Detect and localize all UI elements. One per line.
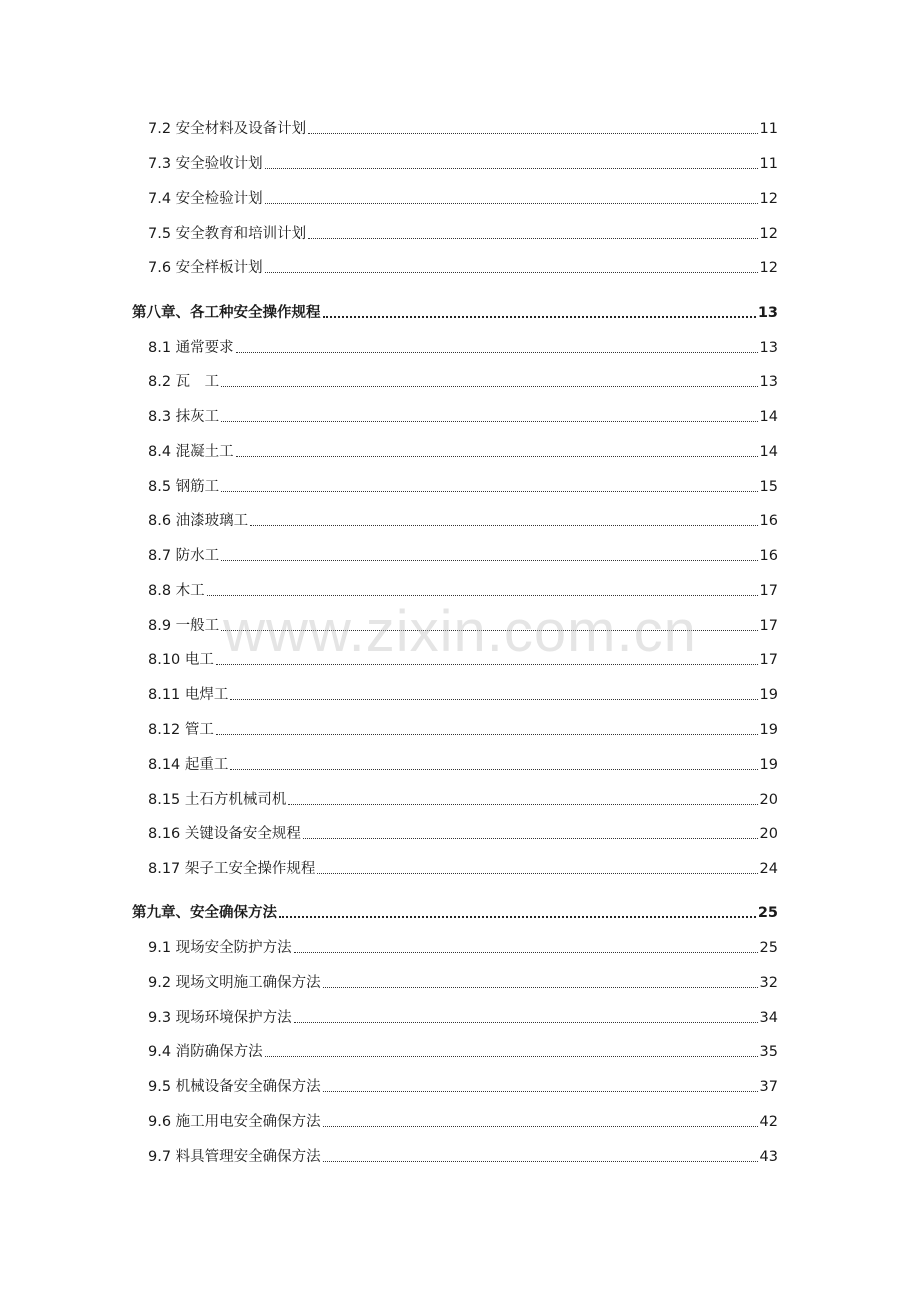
toc-entry[interactable] (148, 118, 778, 140)
toc-entry-label: 9.6 施工用电安全确保方法 (148, 1114, 321, 1130)
toc-entry-label: 9.2 现场文明施工确保方法 (148, 975, 321, 991)
dot-leader (221, 560, 757, 561)
toc-entry-label: 9.7 料具管理安全确保方法 (148, 1149, 321, 1165)
dot-leader (216, 664, 758, 665)
dot-leader (265, 272, 758, 273)
dot-leader (230, 769, 757, 770)
toc-entry[interactable] (148, 153, 778, 175)
toc-page-number: 19 (759, 687, 778, 703)
toc-entry[interactable] (148, 545, 778, 567)
toc-page-number: 19 (759, 722, 778, 738)
dot-leader (207, 595, 758, 596)
toc-page-number: 13 (757, 305, 778, 321)
dot-leader (221, 630, 757, 631)
toc-page-number: 17 (759, 618, 778, 634)
toc-entry[interactable] (148, 257, 778, 279)
toc-entry-label: 9.5 机械设备安全确保方法 (148, 1079, 321, 1095)
toc-page-number: 17 (759, 583, 778, 599)
toc-entry[interactable] (148, 510, 778, 532)
toc-page-number: 20 (759, 792, 778, 808)
watermark: www.zixin.com.cn (223, 599, 697, 664)
toc-entry-label: 8.2 瓦 工 (148, 374, 220, 390)
toc-page-number: 43 (759, 1149, 778, 1165)
toc-entry-label: 7.2 安全材料及设备计划 (148, 121, 307, 137)
toc-page-number: 20 (759, 826, 778, 842)
toc-page-number: 37 (759, 1079, 778, 1095)
toc-page-number: 13 (759, 374, 778, 390)
toc-entry[interactable] (148, 649, 778, 671)
toc-entry[interactable] (148, 441, 778, 463)
toc-page-number: 24 (759, 861, 778, 877)
toc-entry-label: 8.4 混凝土工 (148, 444, 234, 460)
toc-page-number: 15 (759, 479, 778, 495)
dot-leader (308, 133, 757, 134)
toc-chapter-entry[interactable] (132, 902, 778, 924)
toc-entry-label: 8.10 电工 (148, 652, 214, 668)
toc-entry[interactable] (148, 1111, 778, 1133)
dot-leader (279, 916, 756, 918)
toc-entry[interactable] (148, 337, 778, 359)
dot-leader (221, 386, 757, 387)
toc-page-number: 25 (757, 905, 778, 921)
dot-leader (303, 838, 758, 839)
dot-leader (216, 734, 758, 735)
dot-leader (323, 1126, 758, 1127)
toc-page-number: 12 (759, 191, 778, 207)
toc-entry-label: 8.17 架子工安全操作规程 (148, 861, 316, 877)
toc-page-number: 11 (759, 156, 778, 172)
dot-leader (317, 873, 757, 874)
toc-page-number: 12 (759, 226, 778, 242)
toc-entry[interactable] (148, 684, 778, 706)
toc-entry-label: 7.6 安全样板计划 (148, 260, 263, 276)
toc-chapter-label: 第九章、安全确保方法 (132, 905, 277, 921)
toc-entry[interactable] (148, 615, 778, 637)
toc-entry[interactable] (148, 476, 778, 498)
dot-leader (308, 238, 757, 239)
dot-leader (294, 952, 758, 953)
toc-entry[interactable] (148, 1146, 778, 1168)
toc-entry-label: 8.5 钢筋工 (148, 479, 220, 495)
toc-entry[interactable] (148, 858, 778, 880)
toc-entry[interactable] (148, 580, 778, 602)
dot-leader (288, 804, 757, 805)
toc-entry[interactable] (148, 789, 778, 811)
toc-entry-label: 7.4 安全检验计划 (148, 191, 263, 207)
dot-leader (265, 203, 758, 204)
toc-page-number: 35 (759, 1044, 778, 1060)
toc-entry-label: 9.4 消防确保方法 (148, 1044, 263, 1060)
toc-entry-label: 8.8 木工 (148, 583, 205, 599)
toc-page-number: 12 (759, 260, 778, 276)
toc-entry-label: 8.15 土石方机械司机 (148, 792, 287, 808)
toc-page-number: 11 (759, 121, 778, 137)
toc-entry[interactable] (148, 223, 778, 245)
toc-entry[interactable] (148, 1007, 778, 1029)
toc-page-number: 34 (759, 1010, 778, 1026)
toc-entry-label: 8.3 抹灰工 (148, 409, 220, 425)
toc-entry-label: 7.3 安全验收计划 (148, 156, 263, 172)
dot-leader (221, 421, 757, 422)
toc-entry-label: 8.12 管工 (148, 722, 214, 738)
dot-leader (230, 699, 757, 700)
dot-leader (221, 491, 757, 492)
toc-entry-label: 8.7 防水工 (148, 548, 220, 564)
toc-entry[interactable] (148, 188, 778, 210)
toc-entry-label: 8.9 一般工 (148, 618, 220, 634)
toc-entry-label: 7.5 安全教育和培训计划 (148, 226, 307, 242)
dot-leader (323, 1091, 758, 1092)
toc-entry[interactable] (148, 1076, 778, 1098)
dot-leader (236, 456, 758, 457)
toc-entry-label: 8.16 关键设备安全规程 (148, 826, 301, 842)
toc-chapter-label: 第八章、各工种安全操作规程 (132, 305, 321, 321)
toc-page-number: 16 (759, 548, 778, 564)
toc-entry[interactable] (148, 823, 778, 845)
toc-page-number: 17 (759, 652, 778, 668)
toc-entry[interactable] (148, 754, 778, 776)
toc-chapter-entry[interactable] (132, 302, 778, 324)
dot-leader (250, 525, 757, 526)
toc-entry[interactable] (148, 937, 778, 959)
toc-entry-label: 8.11 电焊工 (148, 687, 229, 703)
toc-page-number: 14 (759, 444, 778, 460)
toc-entry[interactable] (148, 1041, 778, 1063)
toc-entry[interactable] (148, 406, 778, 428)
dot-leader (294, 1022, 758, 1023)
toc-entry[interactable] (148, 972, 778, 994)
dot-leader (323, 1161, 758, 1162)
toc-entry-label: 8.1 通常要求 (148, 340, 234, 356)
dot-leader (323, 987, 758, 988)
dot-leader (323, 316, 756, 318)
toc-entry-label: 9.3 现场环境保护方法 (148, 1010, 292, 1026)
dot-leader (236, 352, 758, 353)
toc-page-number: 13 (759, 340, 778, 356)
dot-leader (265, 168, 758, 169)
toc-entry-label: 8.6 油漆玻璃工 (148, 513, 249, 529)
toc-page-number: 42 (759, 1114, 778, 1130)
toc-page-number: 32 (759, 975, 778, 991)
toc-page-number: 16 (759, 513, 778, 529)
toc-entry[interactable] (148, 371, 778, 393)
toc-page-number: 19 (759, 757, 778, 773)
toc-entry-label: 9.1 现场安全防护方法 (148, 940, 292, 956)
dot-leader (265, 1056, 758, 1057)
toc-entry[interactable] (148, 719, 778, 741)
toc-entry-label: 8.14 起重工 (148, 757, 229, 773)
toc-page-number: 14 (759, 409, 778, 425)
toc-page-number: 25 (759, 940, 778, 956)
